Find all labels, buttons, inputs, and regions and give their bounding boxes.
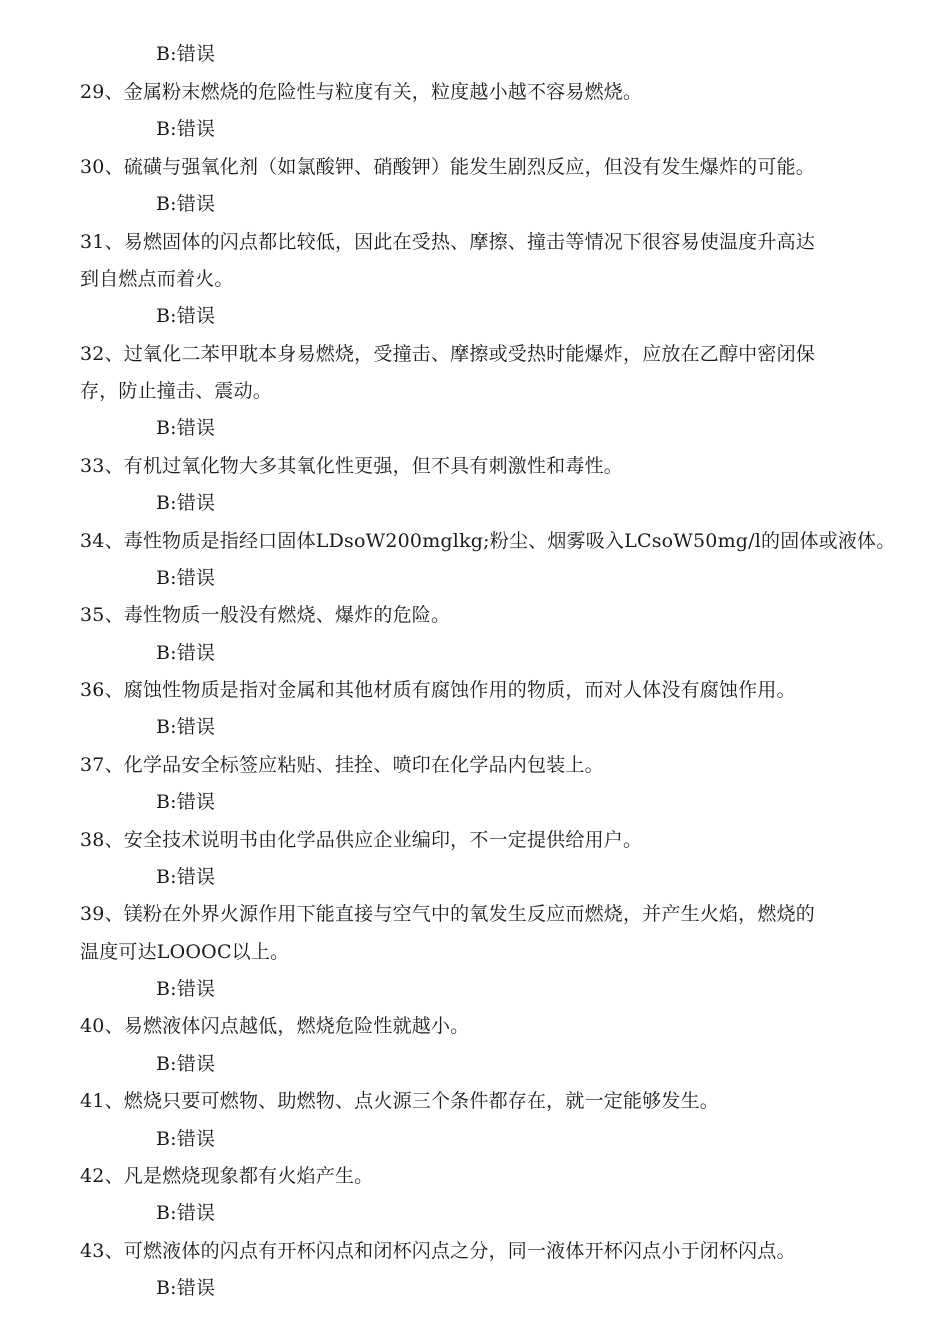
answer-line: B:错误: [156, 1277, 216, 1299]
question-42: 42、凡是燃烧现象都有火焰产生。: [80, 1165, 374, 1187]
question-31-continued: 到自燃点而着火。: [80, 268, 234, 290]
answer-line: B:错误: [156, 1128, 216, 1150]
answer-line: B:错误: [156, 492, 216, 514]
question-32-continued: 存，防止撞击、震动。: [80, 380, 273, 402]
answer-line: B:错误: [156, 1053, 216, 1075]
question-31: 31、易燃固体的闪点都比较低，因此在受热、摩擦、撞击等情况下很容易使温度升高达: [80, 231, 815, 253]
question-29: 29、金属粉末燃烧的危险性与粒度有关，粒度越小越不容易燃烧。: [80, 81, 643, 103]
answer-line: B:错误: [156, 43, 216, 65]
answer-line: B:错误: [156, 791, 216, 813]
answer-line: B:错误: [156, 978, 216, 1000]
answer-line: B:错误: [156, 716, 216, 738]
question-41: 41、燃烧只要可燃物、助燃物、点火源三个条件都存在，就一定能够发生。: [80, 1090, 719, 1112]
question-33: 33、有机过氧化物大多其氧化性更强，但不具有刺激性和毒性。: [80, 455, 623, 477]
question-39-continued: 温度可达LOOOC以上。: [80, 941, 290, 963]
answer-line: B:错误: [156, 305, 216, 327]
question-38: 38、安全技术说明书由化学品供应企业编印，不一定提供给用户。: [80, 829, 643, 851]
question-35: 35、毒性物质一般没有燃烧、爆炸的危险。: [80, 604, 451, 626]
question-36: 36、腐蚀性物质是指对金属和其他材质有腐蚀作用的物质，而对人体没有腐蚀作用。: [80, 679, 796, 701]
question-30: 30、硫磺与强氧化剂（如氯酸钾、硝酸钾）能发生剧烈反应，但没有发生爆炸的可能。: [80, 156, 815, 178]
answer-line: B:错误: [156, 193, 216, 215]
question-43: 43、可燃液体的闪点有开杯闪点和闭杯闪点之分，同一液体开杯闪点小于闭杯闪点。: [80, 1240, 796, 1262]
question-37: 37、化学品安全标签应粘贴、挂拴、喷印在化学品内包装上。: [80, 754, 604, 776]
answer-line: B:错误: [156, 118, 216, 140]
question-39: 39、镁粉在外界火源作用下能直接与空气中的氧发生反应而燃烧，并产生火焰，燃烧的: [80, 903, 815, 925]
answer-line: B:错误: [156, 1202, 216, 1224]
question-40: 40、易燃液体闪点越低，燃烧危险性就越小。: [80, 1015, 470, 1037]
answer-line: B:错误: [156, 567, 216, 589]
answer-line: B:错误: [156, 642, 216, 664]
question-34: 34、毒性物质是指经口固体LDsoW200mglkg;粉尘、烟雾吸入LCsoW50mg/l的固体或液体。: [80, 530, 896, 552]
answer-line: B:错误: [156, 417, 216, 439]
answer-line: B:错误: [156, 866, 216, 888]
question-32: 32、过氧化二苯甲耽本身易燃烧，受撞击、摩擦或受热时能爆炸，应放在乙醇中密闭保: [80, 343, 815, 365]
